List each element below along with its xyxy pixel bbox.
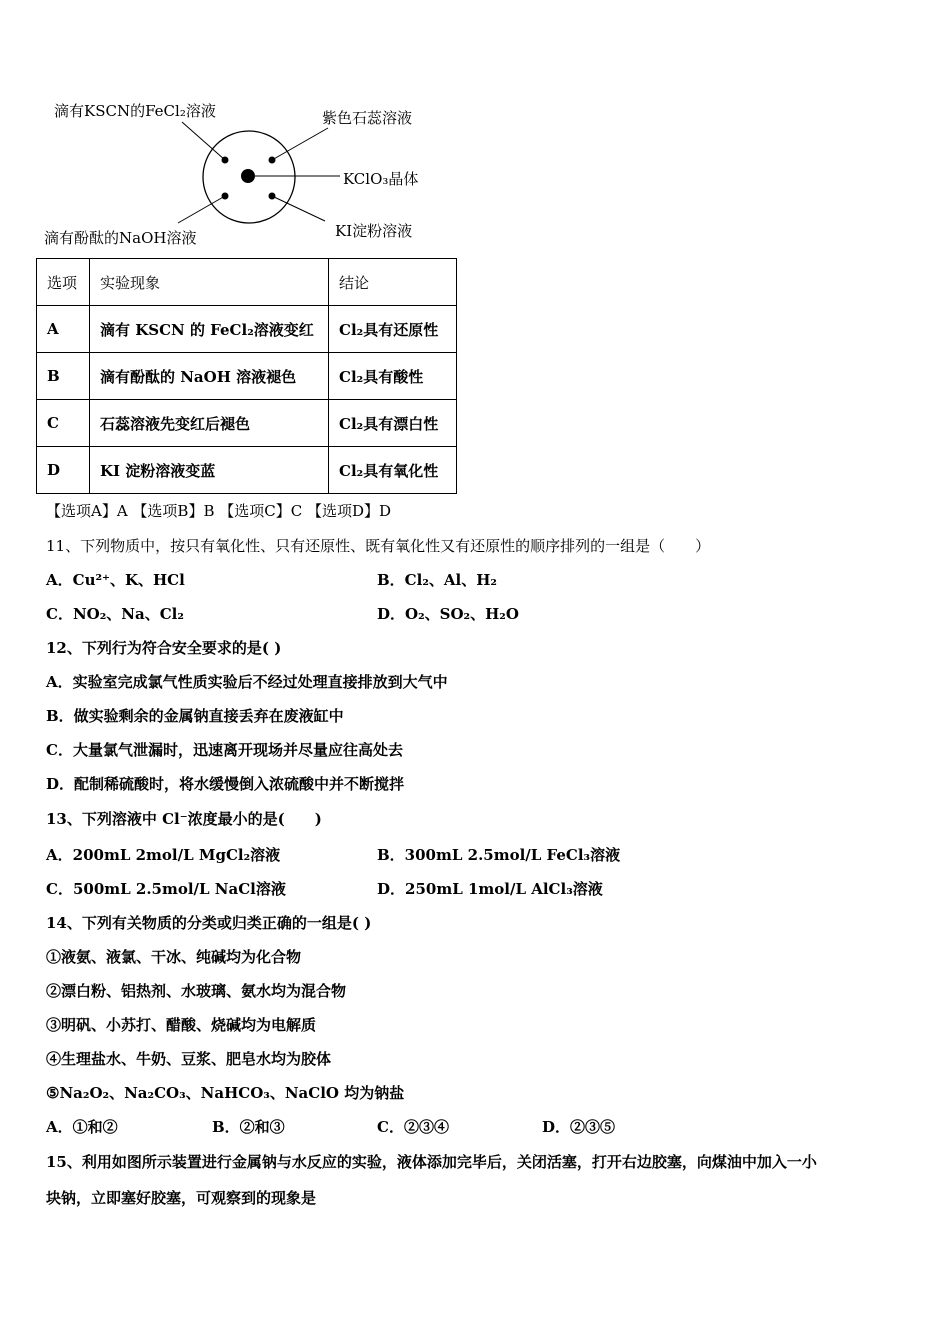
q11-stem: 11、下列物质中，按只有氧化性、只有还原性、既有氧化性又有还原性的顺序排列的一组是（ ） [46,537,711,555]
q15-line2: 块钠，立即塞好胶塞，可观察到的现象是 [46,1189,317,1207]
options-table [36,258,457,494]
q12-option-c: C．大量氯气泄漏时，迅速离开现场并尽量应往高处去 [46,741,403,759]
q14-option-c: C．②③④ [377,1118,449,1136]
q11-option-c: C．NO₂、Na、Cl₂ [46,605,184,623]
table-cell: 石蕊溶液先变红后褪色 [90,400,329,447]
table-row [37,353,457,400]
q14-item: ②漂白粉、铝热剂、水玻璃、氨水均为混合物 [46,982,347,1000]
label-ki-starch: KI淀粉溶液 [335,222,413,240]
table-cell: 滴有 KSCN 的 FeCl₂溶液变红 [90,306,329,353]
q12-option-b: B．做实验剩余的金属钠直接丢弃在废液缸中 [46,707,344,725]
table-header-cell: 实验现象 [90,259,329,306]
table-row [37,447,457,494]
table-cell: KI 淀粉溶液变蓝 [90,447,329,494]
q14-item: ③明矾、小苏打、醋酸、烧碱均为电解质 [46,1016,317,1034]
q14-item: ④生理盐水、牛奶、豆浆、肥皂水均为胶体 [46,1050,332,1068]
q14-option-a: A．①和② [46,1118,118,1136]
q13-option-a: A．200mL 2mol/L MgCl₂溶液 [46,846,281,864]
q14-option-d: D．②③⑤ [542,1118,616,1136]
answer-choices: 【选项A】A 【选项B】B 【选项C】C 【选项D】D [46,502,392,520]
q12-stem: 12、下列行为符合安全要求的是( ) [46,639,282,657]
q14-stem: 14、下列有关物质的分类或归类正确的一组是( ) [46,914,372,932]
table-cell: A [37,306,90,353]
label-naoh: 滴有酚酞的NaOH溶液 [44,229,197,247]
table-header-cell: 结论 [329,259,457,306]
label-litmus: 紫色石蕊溶液 [322,109,413,127]
q12-option-a: A．实验室完成氯气性质实验后不经过处理直接排放到大气中 [46,673,448,691]
table-cell: D [37,447,90,494]
q14-item: ①液氨、液氯、干冰、纯碱均为化合物 [46,948,302,966]
table-row [37,400,457,447]
leader-bl [178,196,225,223]
q13-option-c: C．500mL 2.5mol/L NaCl溶液 [46,880,286,898]
leader-tl [182,122,225,160]
q13-stem: 13、下列溶液中 Cl⁻浓度最小的是( ) [46,810,322,828]
label-fecl2: 滴有KSCN的FeCl₂溶液 [54,102,216,120]
q13-option-d: D．250mL 1mol/L AlCl₃溶液 [377,880,603,898]
q11-option-d: D．O₂、SO₂、H₂O [377,605,519,623]
table-cell: Cl₂具有还原性 [329,306,457,353]
center-dot [241,169,255,183]
leader-br [272,196,325,221]
table-cell: Cl₂具有漂白性 [329,400,457,447]
table-cell: Cl₂具有氧化性 [329,447,457,494]
q14-item: ⑤Na₂O₂、Na₂CO₃、NaHCO₃、NaClO 均为钠盐 [46,1084,405,1102]
q11-option-a: A．Cu²⁺、K、HCl [46,571,185,589]
reaction-diagram [40,95,440,255]
table-header-cell: 选项 [37,259,90,306]
table-cell: B [37,353,90,400]
label-kclo3: KClO₃晶体 [343,170,419,188]
q14-option-b: B．②和③ [212,1118,285,1136]
q15-line1: 15、利用如图所示装置进行金属钠与水反应的实验，液体添加完毕后，关闭活塞，打开右边胶塞，向煤油中加入一小 [46,1153,817,1171]
q13-option-b: B．300mL 2.5mol/L FeCl₃溶液 [377,846,621,864]
q12-option-d: D．配制稀硫酸时，将水缓慢倒入浓硫酸中并不断搅拌 [46,775,405,793]
table-header-row [37,259,457,306]
table-cell: C [37,400,90,447]
table-cell: 滴有酚酞的 NaOH 溶液褪色 [90,353,329,400]
q11-option-b: B．Cl₂、Al、H₂ [377,571,497,589]
table-cell: Cl₂具有酸性 [329,353,457,400]
table-row [37,306,457,353]
